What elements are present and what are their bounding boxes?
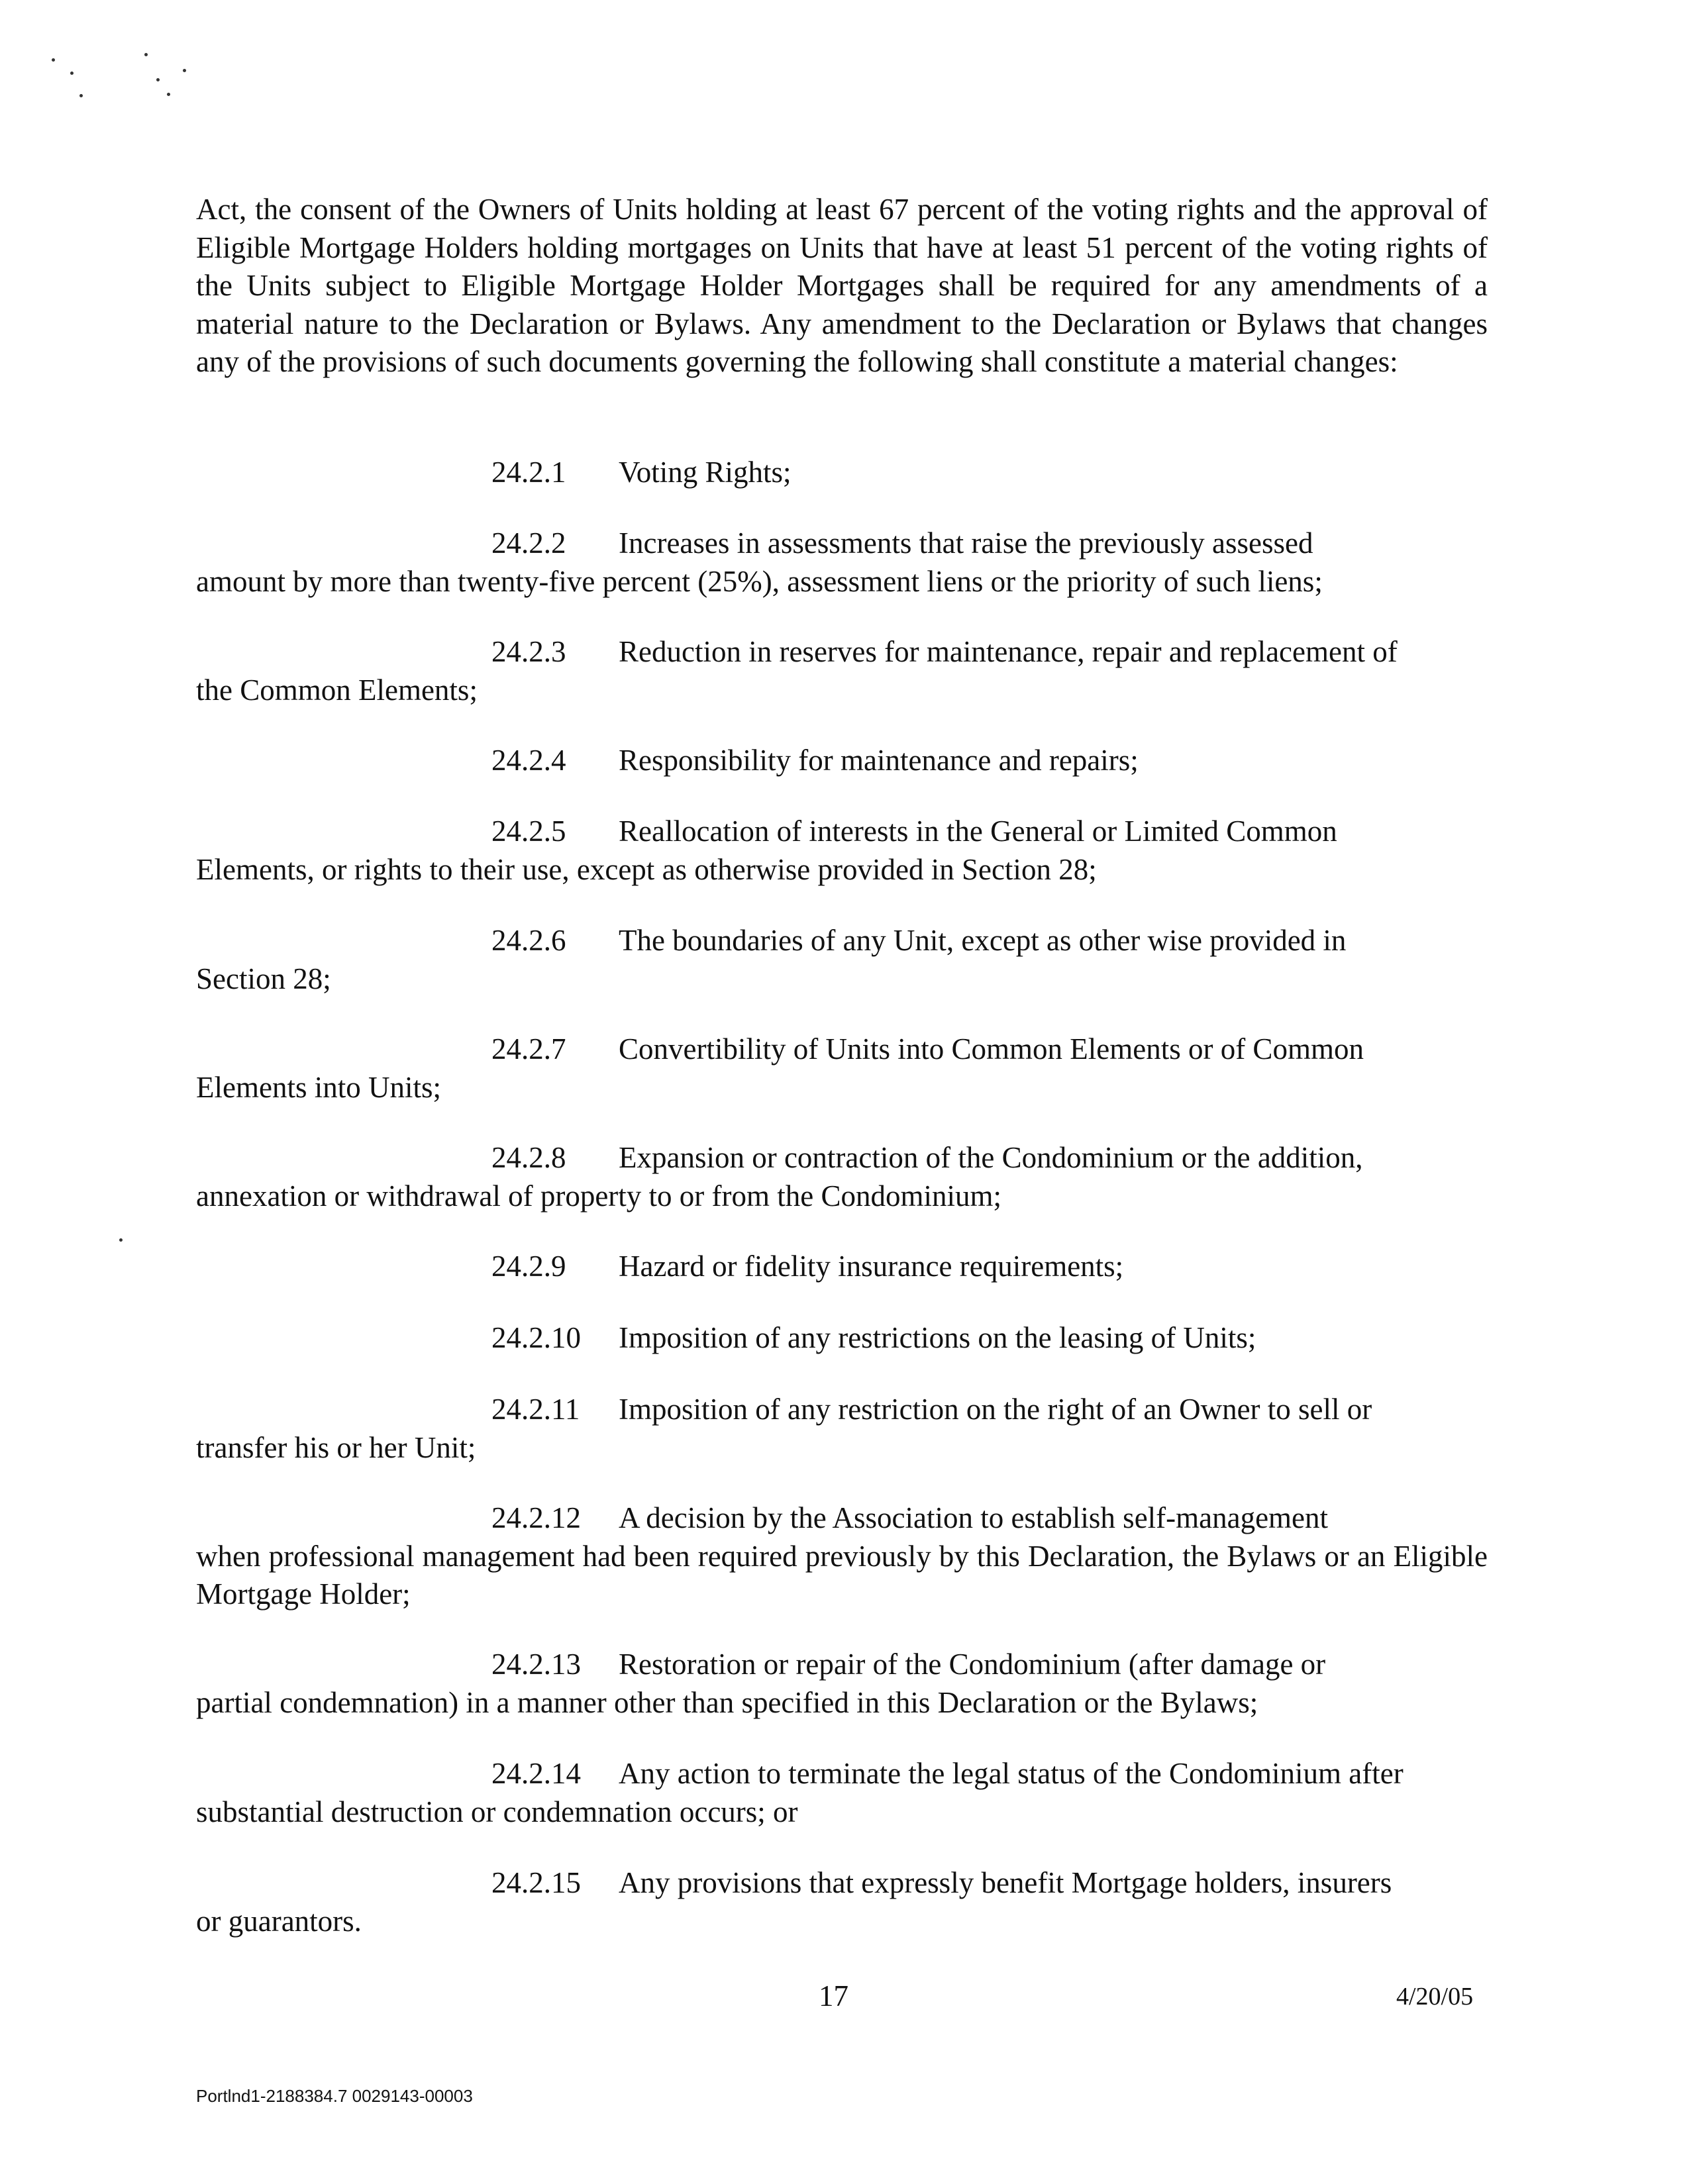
- item-text: A decision by the Association to establish self-management: [619, 1501, 1329, 1534]
- intro-paragraph: Act, the consent of the Owners of Units holding at least 67 percent of the voting rights and the approval of Eligible Mortgage Holders holding mortgages on Units that have at least 51 percent of the voting rights of the Units subject to Eligible Mortgage Holder Mortgages shall be required for any amendments of a material nature to the Declaration or Bylaws. Any amendment to the Declaration or Bylaws that changes any of the provisions of such documents governing the following shall constitute a material changes:: [196, 193, 1488, 378]
- item-number: 24.2.7: [491, 1032, 566, 1066]
- item-number: 24.2.15: [491, 1866, 581, 1899]
- list-item: [196, 524, 1488, 601]
- item-continuation: or guarantors.: [196, 1904, 362, 1938]
- item-continuation: partial condemnation) in a manner other than specified in this Declaration or the Bylaws;: [196, 1685, 1258, 1719]
- list-item: [196, 633, 1488, 709]
- item-text: Imposition of any restriction on the right of an Owner to sell or: [619, 1393, 1372, 1426]
- list-item: [196, 1030, 1488, 1107]
- item-continuation: substantial destruction or condemnation occurs; or: [196, 1795, 798, 1828]
- item-text: Any provisions that expressly benefit Mortgage holders, insurers: [619, 1866, 1392, 1899]
- item-text: Expansion or contraction of the Condominium or the addition,: [619, 1141, 1363, 1174]
- item-continuation: Elements into Units;: [196, 1070, 441, 1104]
- list-item: [196, 1499, 1488, 1614]
- scan-speck: [167, 93, 170, 96]
- scan-speck: [52, 58, 55, 62]
- item-number: 24.2.1: [491, 456, 566, 489]
- list-item: [196, 1755, 1488, 1831]
- item-text: Responsibility for maintenance and repairs;: [619, 744, 1139, 777]
- scan-speck: [183, 69, 186, 72]
- item-text: Restoration or repair of the Condominium (after damage or: [619, 1648, 1326, 1681]
- item-continuation: amount by more than twenty-five percent (25%), assessment liens or the priority of such liens;: [196, 564, 1323, 598]
- list-item: [196, 1248, 1488, 1286]
- item-number: 24.2.4: [491, 744, 566, 777]
- list-item: [196, 1864, 1488, 1940]
- item-continuation: transfer his or her Unit;: [196, 1430, 476, 1464]
- item-text: Convertibility of Units into Common Elements or of Common: [619, 1032, 1364, 1066]
- item-text: Voting Rights;: [619, 456, 792, 489]
- item-text: Imposition of any restrictions on the leasing of Units;: [619, 1321, 1256, 1354]
- item-number: 24.2.12: [491, 1501, 581, 1534]
- item-continuation: annexation or withdrawal of property to or from the Condominium;: [196, 1179, 1001, 1213]
- scan-speck: [70, 72, 74, 75]
- item-text: The boundaries of any Unit, except as other wise provided in: [619, 924, 1347, 957]
- item-continuation: Elements, or rights to their use, except as otherwise provided in Section 28;: [196, 852, 1097, 886]
- list-item: [196, 1646, 1488, 1722]
- scan-speck: [144, 53, 148, 56]
- list-item: [196, 813, 1488, 889]
- item-number: 24.2.8: [491, 1141, 566, 1174]
- document-date: 4/20/05: [1396, 1983, 1474, 2010]
- list-item: [196, 742, 1488, 780]
- scan-speck: [79, 94, 83, 97]
- item-number: 24.2.6: [491, 924, 566, 957]
- scan-speck: [156, 78, 160, 81]
- item-number: 24.2.14: [491, 1757, 581, 1790]
- item-number: 24.2.10: [491, 1321, 581, 1354]
- item-number: 24.2.5: [491, 815, 566, 848]
- item-continuation: Section 28;: [196, 962, 331, 995]
- item-text: Reallocation of interests in the General or Limited Common: [619, 815, 1337, 848]
- list-item: [196, 454, 1488, 492]
- list-item: [196, 1391, 1488, 1467]
- scan-speck: [119, 1238, 123, 1242]
- document-id: Portlnd1-2188384.7 0029143-00003: [196, 2086, 473, 2106]
- item-number: 24.2.2: [491, 526, 566, 560]
- item-continuation: when professional management had been required previously by this Declaration, the Bylaws or an Eligible Mortgage Holder;: [196, 1539, 1488, 1611]
- item-text: Increases in assessments that raise the previously assessed: [619, 526, 1313, 560]
- list-item: [196, 1319, 1488, 1358]
- page-number: 17: [819, 1979, 848, 2012]
- list-item: [196, 1139, 1488, 1215]
- item-continuation: the Common Elements;: [196, 673, 478, 707]
- item-number: 24.2.3: [491, 635, 566, 668]
- list-item: [196, 922, 1488, 998]
- item-text: Hazard or fidelity insurance requirements;: [619, 1250, 1124, 1283]
- item-number: 24.2.13: [491, 1648, 581, 1681]
- item-text: Any action to terminate the legal status of the Condominium after: [619, 1757, 1404, 1790]
- item-text: Reduction in reserves for maintenance, repair and replacement of: [619, 635, 1398, 668]
- item-number: 24.2.11: [491, 1393, 580, 1426]
- item-number: 24.2.9: [491, 1250, 566, 1283]
